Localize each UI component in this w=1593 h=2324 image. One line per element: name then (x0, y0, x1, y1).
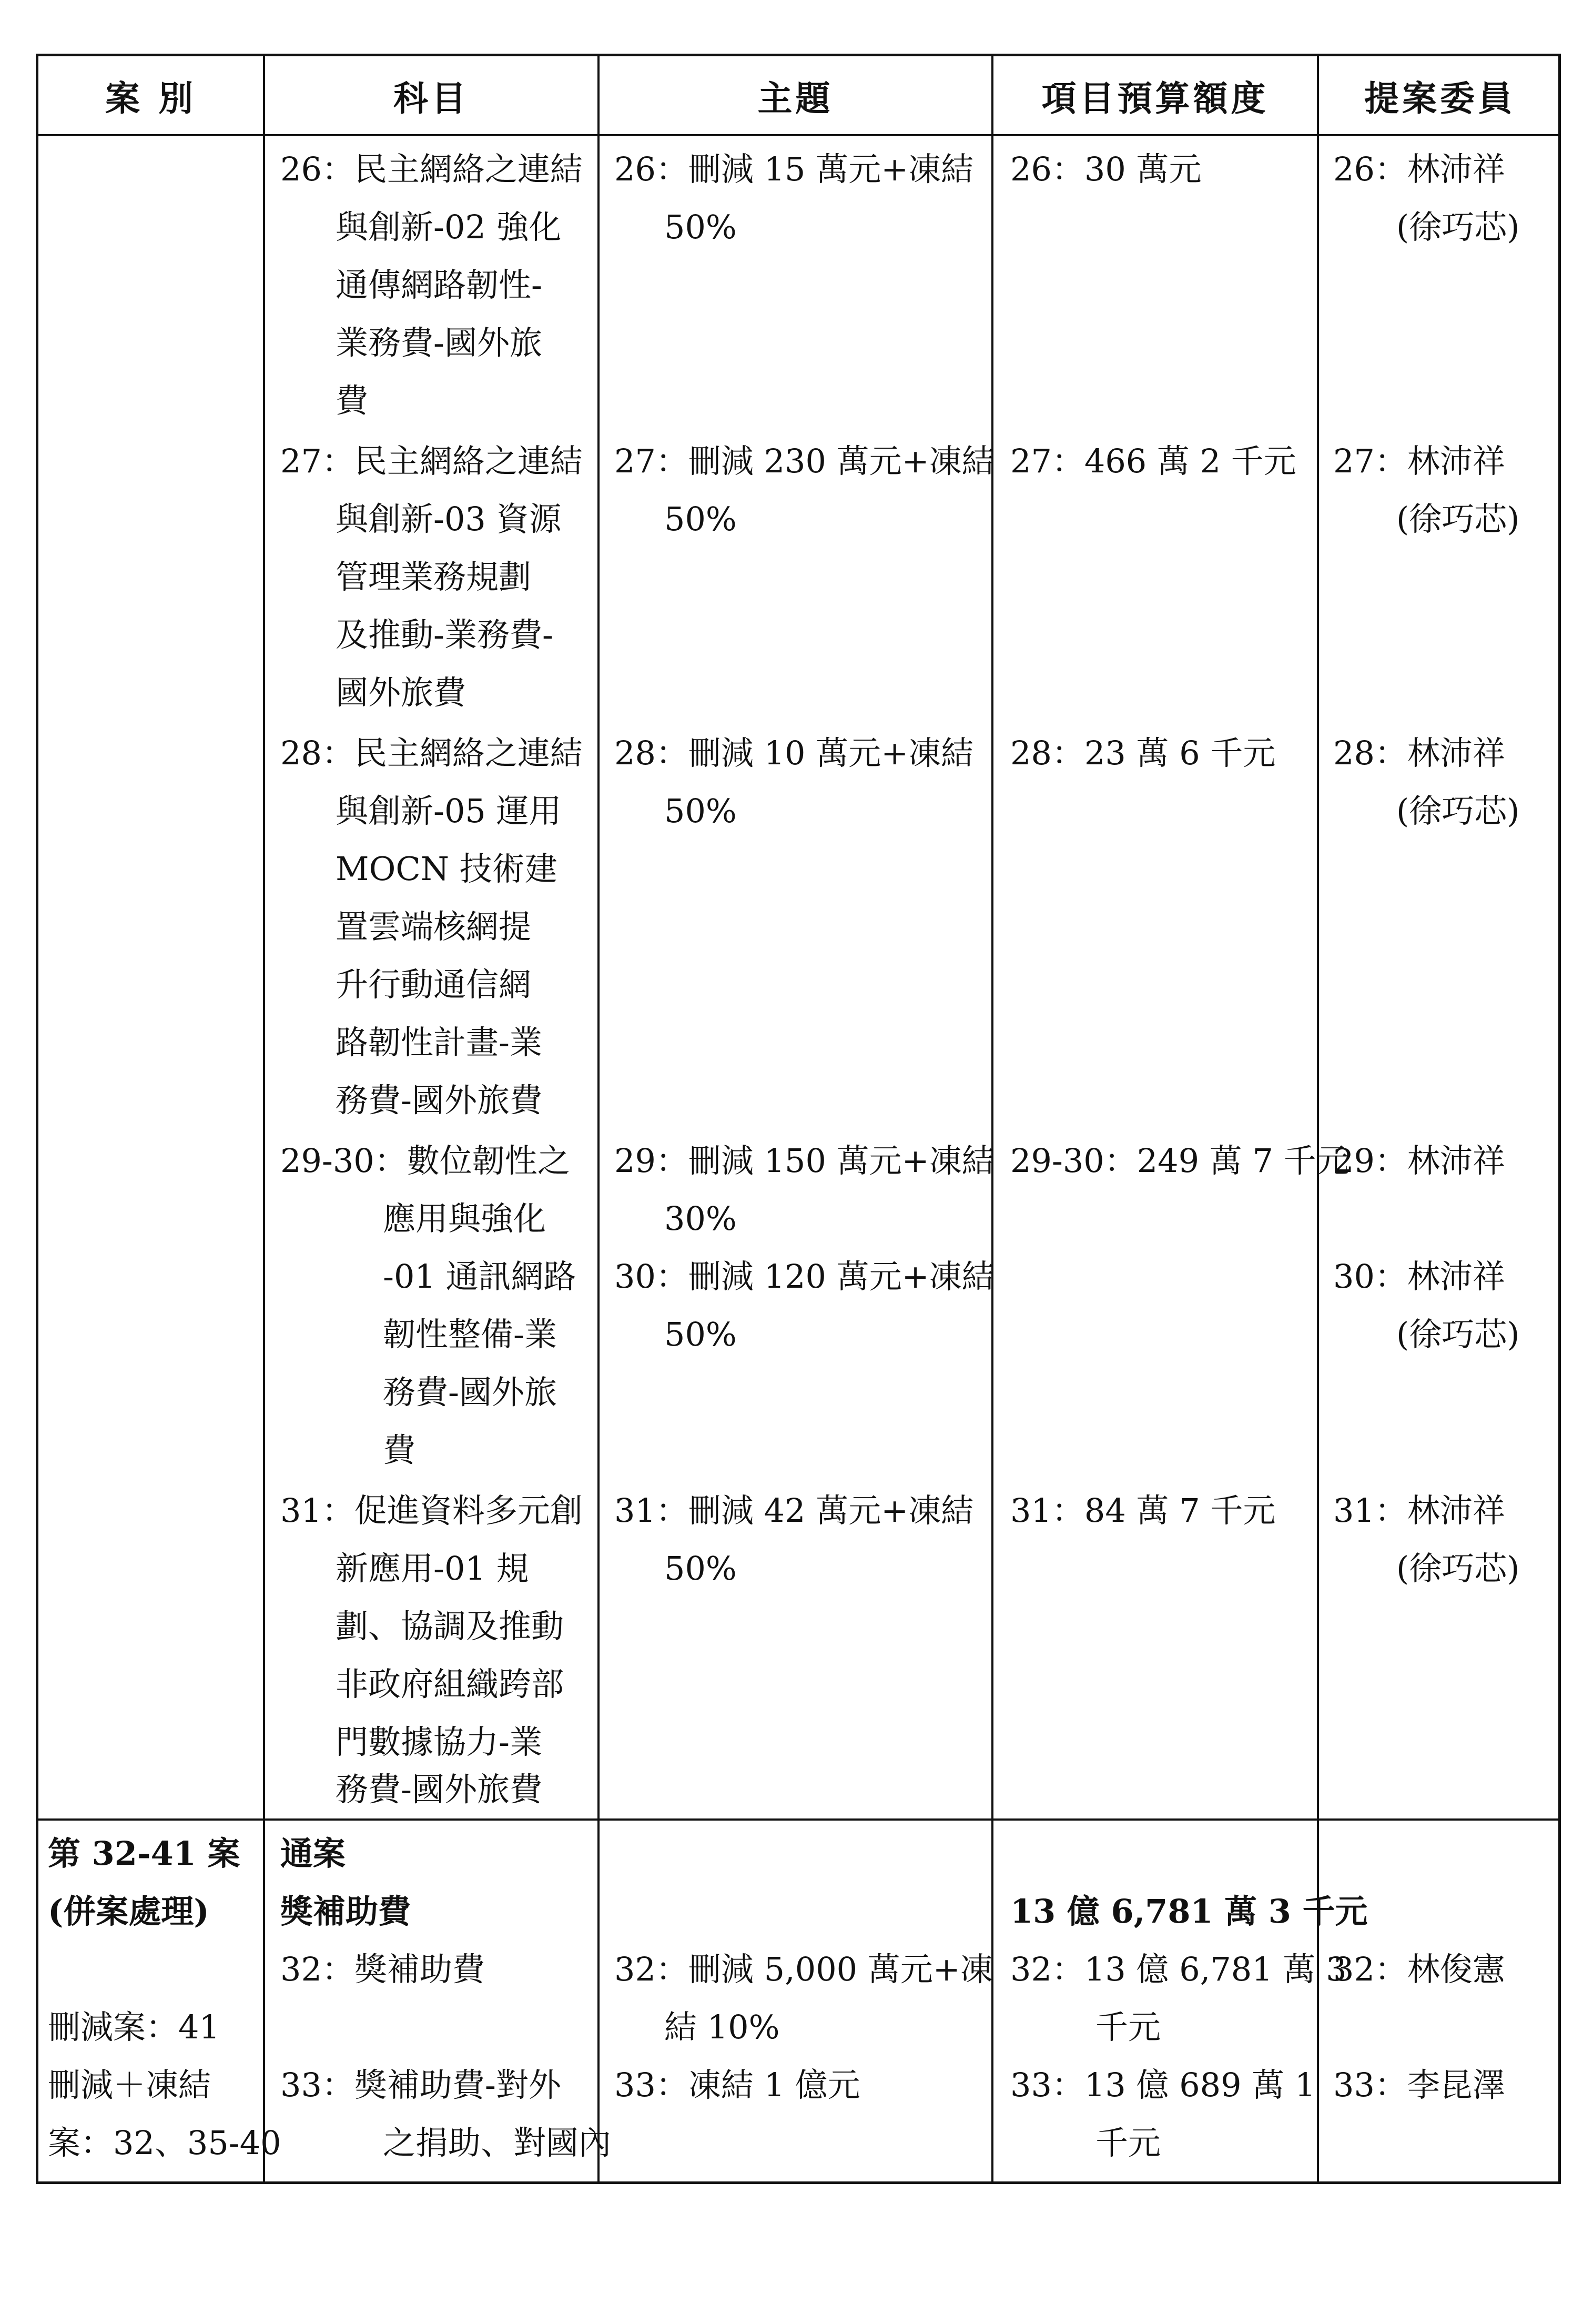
subject-26-line1: 26：民主網絡之連結 (280, 150, 583, 188)
proposer-28-line1: 28：林沛祥 (1333, 734, 1505, 772)
proposer-26-line1: 26：林沛祥 (1333, 150, 1505, 188)
subject-33-line1: 33：獎補助費-對外 (280, 2066, 561, 2104)
topic-32-line2: 結 10% (664, 2008, 780, 2046)
subject-26-line3: 通傳網路韌性- (336, 266, 542, 304)
case-note-line2: 刪減＋凍結 (48, 2066, 211, 2104)
subject-2930-line2: 應用與強化 (383, 1199, 546, 1238)
subject-group-head1: 通案 (280, 1834, 346, 1873)
subject-27-line5: 國外旅費 (336, 673, 466, 712)
topic-32-line1: 32：刪減 5,000 萬元+凍 (614, 1950, 993, 1988)
col-divider (263, 56, 265, 2181)
case-group-subtitle: (併案處理) (48, 1892, 209, 1931)
subject-27-line2: 與創新-03 資源 (336, 500, 562, 538)
subject-31-line5: 門數據協力-業 (336, 1723, 542, 1761)
header-case: 案 別 (105, 78, 196, 119)
budget-27: 27：466 萬 2 千元 (1010, 442, 1296, 480)
budget-table (36, 54, 1561, 2184)
budget-32-line2: 千元 (1095, 2008, 1161, 2046)
topic-33: 33：凍結 1 億元 (614, 2066, 860, 2104)
header-divider (38, 134, 1558, 136)
subject-31-line2: 新應用-01 規 (336, 1549, 529, 1588)
proposer-30-line2: (徐巧芯) (1396, 1315, 1520, 1353)
subject-2930-line3: -01 通訊網路 (383, 1257, 576, 1296)
group-divider (38, 1818, 1558, 1821)
case-note-line3: 案：32、35-40 (48, 2124, 281, 2162)
subject-27-line3: 管理業務規劃 (336, 558, 532, 596)
subject-28-line5: 升行動通信網 (336, 965, 532, 1004)
subject-2930-line1: 29-30：數位韌性之 (280, 1141, 570, 1180)
subject-28-line2: 與創新-05 運用 (336, 792, 562, 830)
subject-26-line2: 與創新-02 強化 (336, 208, 562, 246)
proposer-33: 33：李昆澤 (1333, 2066, 1505, 2104)
col-divider (597, 56, 600, 2181)
subject-31-line3: 劃、協調及推動 (336, 1607, 564, 1645)
subject-28-line6: 路韌性計畫-業 (336, 1023, 542, 1062)
subject-33-line2: 之捐助、對國內 (383, 2124, 612, 2162)
header-budget: 項目預算額度 (1041, 78, 1269, 119)
subject-28-line1: 28：民主網絡之連結 (280, 734, 583, 772)
topic-29-line1: 29：刪減 150 萬元+凍結 (614, 1141, 995, 1180)
subject-2930-line5: 務費-國外旅 (383, 1373, 557, 1411)
subject-26-line5: 費 (336, 381, 369, 420)
budget-33-line1: 33：13 億 689 萬 1 (1010, 2066, 1316, 2104)
proposer-30-line1: 30：林沛祥 (1333, 1257, 1505, 1296)
budget-group-head: 13 億 6,781 萬 3 千元 (1010, 1892, 1368, 1931)
topic-27-line1: 27：刪減 230 萬元+凍結 (614, 442, 995, 480)
topic-31-line2: 50% (664, 1549, 737, 1588)
header-subject: 科目 (393, 78, 469, 119)
col-divider (1317, 56, 1319, 2181)
proposer-27-line2: (徐巧芯) (1396, 500, 1520, 538)
proposer-31-line1: 31：林沛祥 (1333, 1491, 1505, 1530)
topic-26-line1: 26：刪減 15 萬元+凍結 (614, 150, 974, 188)
budget-28: 28：23 萬 6 千元 (1010, 734, 1276, 772)
subject-27-line1: 27：民主網絡之連結 (280, 442, 583, 480)
topic-27-line2: 50% (664, 500, 737, 538)
proposer-31-line2: (徐巧芯) (1396, 1549, 1520, 1588)
topic-30-line1: 30：刪減 120 萬元+凍結 (614, 1257, 995, 1296)
subject-32: 32：獎補助費 (280, 1950, 485, 1988)
header-topic: 主題 (757, 78, 834, 119)
budget-33-line2: 千元 (1095, 2124, 1161, 2162)
topic-29-line2: 30% (664, 1199, 737, 1238)
subject-group-head2: 獎補助費 (280, 1892, 411, 1931)
budget-31: 31：84 萬 7 千元 (1010, 1491, 1276, 1530)
subject-27-line4: 及推動-業務費- (336, 615, 553, 654)
budget-26: 26：30 萬元 (1010, 150, 1202, 188)
proposer-26-line2: (徐巧芯) (1396, 208, 1520, 246)
subject-31-line1: 31：促進資料多元創 (280, 1491, 583, 1530)
col-divider (991, 56, 993, 2181)
topic-30-line2: 50% (664, 1315, 737, 1353)
case-note-line1: 刪減案：41 (48, 2008, 220, 2046)
topic-31-line1: 31：刪減 42 萬元+凍結 (614, 1491, 974, 1530)
case-group-title: 第 32-41 案 (48, 1834, 240, 1873)
proposer-27-line1: 27：林沛祥 (1333, 442, 1505, 480)
topic-26-line2: 50% (664, 208, 737, 246)
subject-31-line4: 非政府組織跨部 (336, 1665, 564, 1703)
subject-26-line4: 業務費-國外旅 (336, 324, 542, 362)
subject-2930-line4: 韌性整備-業 (383, 1315, 557, 1353)
proposer-32: 32：林俊憲 (1333, 1950, 1505, 1988)
subject-28-line7: 務費-國外旅費 (336, 1081, 542, 1119)
subject-28-line3: MOCN 技術建 (336, 850, 557, 888)
subject-31-line6: 務費-國外旅費 (336, 1770, 542, 1808)
header-proposer: 提案委員 (1364, 78, 1516, 119)
topic-28-line1: 28：刪減 10 萬元+凍結 (614, 734, 974, 772)
proposer-29: 29：林沛祥 (1333, 1141, 1505, 1180)
proposer-28-line2: (徐巧芯) (1396, 792, 1520, 830)
subject-2930-line6: 費 (383, 1431, 416, 1469)
budget-2930: 29-30：249 萬 7 千元 (1010, 1141, 1349, 1180)
subject-28-line4: 置雲端核網提 (336, 907, 532, 946)
topic-28-line2: 50% (664, 792, 737, 830)
budget-32-line1: 32：13 億 6,781 萬 3 (1010, 1950, 1347, 1988)
